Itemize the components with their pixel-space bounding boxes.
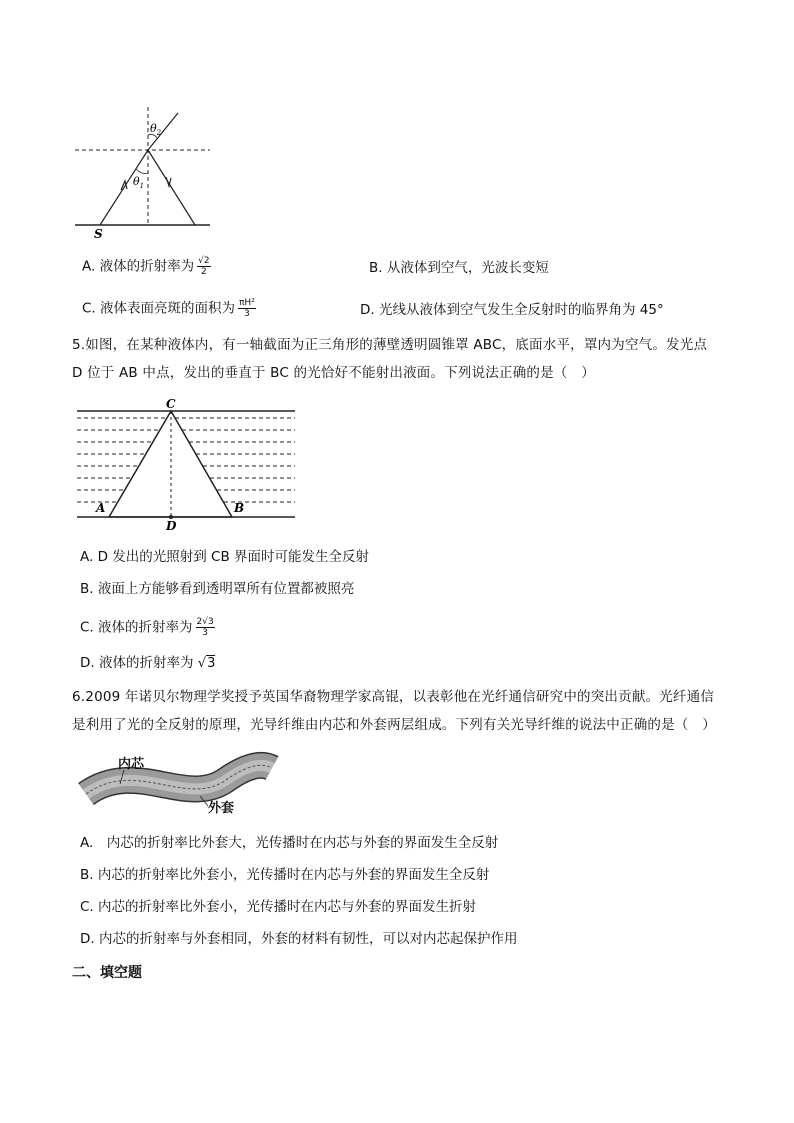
- theta2-label: $\theta_2$: [150, 122, 162, 137]
- q6-option-b: B. 内芯的折射率比外套小，光传播时在内芯与外套的界面发生全反射: [80, 867, 490, 883]
- label-outer-cladding: 外套: [208, 801, 235, 816]
- theta1-label: $\theta_1$: [133, 175, 145, 190]
- angle-arc-1: [136, 169, 148, 174]
- sqrt-icon: √3: [197, 656, 216, 671]
- optical-fiber-diagram: [76, 748, 280, 820]
- source-label: S: [94, 227, 103, 240]
- q4-option-b: B. 从液体到空气，光波长变短: [369, 260, 549, 276]
- cone-diagram: [72, 396, 300, 534]
- label-b: B: [234, 501, 245, 515]
- reflected-ray: [148, 150, 195, 225]
- q5-option-c: C. 液体的折射率为 $\frac{2√3}{3}$: [80, 617, 214, 638]
- q6-option-c: C. 内芯的折射率比外套小，光传播时在内芯与外套的界面发生折射: [80, 899, 477, 915]
- q4-option-a: A. 液体的折射率为 $\frac{√2}{2}$: [82, 256, 210, 277]
- q5-stem: 5.如图，在某种液体内，有一轴截面为正三角形的薄壁透明圆锥罩 ABC，底面水平，罩内为空气。发光点 D 位于 AB 中点，发出的垂直于 BC 的光恰好不能射出液面。下列说法正确的是（ ）: [72, 337, 708, 381]
- section-heading: 二、填空题: [72, 965, 142, 981]
- q4-option-c: C. 液体表面亮斑的面积为 $\frac{\text{πH²}}{3}$: [82, 298, 255, 319]
- q5-option-d: D. 液体的折射率为 √3: [80, 655, 216, 671]
- label-c: C: [166, 397, 176, 411]
- q5-option-b: B. 液面上方能够看到透明罩所有位置都被照亮: [80, 581, 355, 597]
- q6-option-d: D. 内芯的折射率与外套相同，外套的材料有韧性，可以对内芯起保护作用: [80, 931, 518, 947]
- q6-stem: 6.2009 年诺贝尔物理学奖授予英国华裔物理学家高锟，以表彰他在光纤通信研究中的突出贡献。光纤通信是利用了光的全反射的原理，光导纤维由内芯和外套两层组成。下列有关光导纤维的说法中正确的是（ ）: [72, 689, 716, 733]
- q6-option-a: A. 内芯的折射率比外套大，光传播时在内芯与外套的界面发生全反射: [80, 835, 499, 851]
- label-d: D: [166, 519, 177, 533]
- label-inner-core: 内芯: [118, 757, 145, 772]
- label-a: A: [96, 501, 106, 515]
- arrow-up-icon: [121, 181, 127, 190]
- refraction-diagram: [70, 105, 220, 240]
- q4-option-d: D. 光线从液体到空气发生全反射时的临界角为 45°: [360, 302, 664, 318]
- q5-option-a: A. D 发出的光照射到 CB 界面时可能发生全反射: [80, 549, 370, 565]
